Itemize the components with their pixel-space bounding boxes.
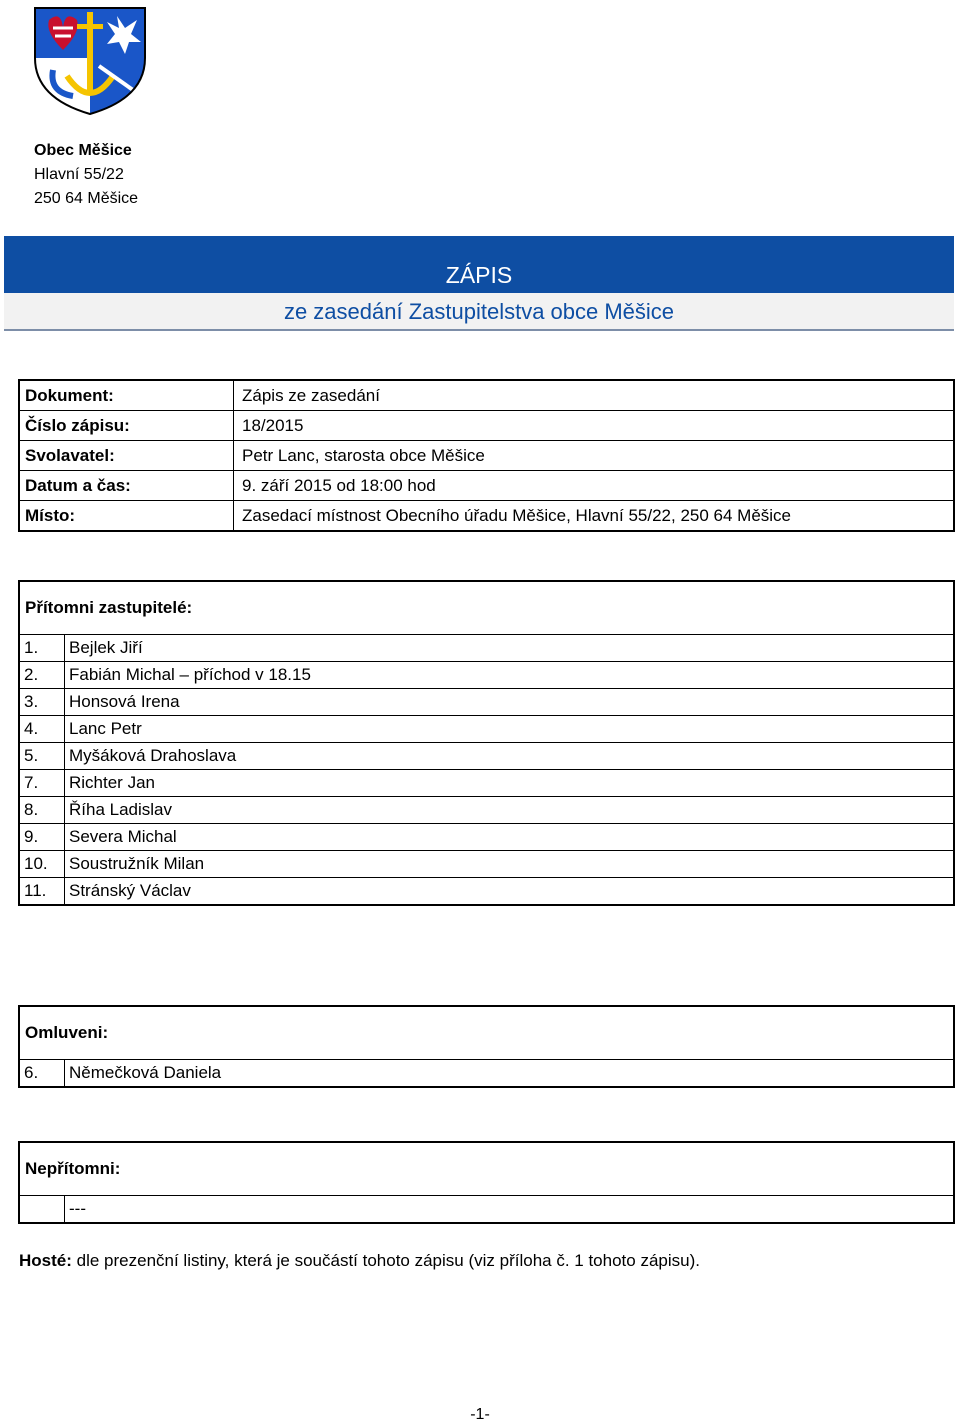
info-label: Svolavatel:: [19, 441, 234, 471]
info-value: Zasedací místnost Obecního úřadu Měšice, Hlavní 55/22, 250 64 Měšice: [242, 505, 792, 525]
member-number: [19, 1196, 65, 1224]
table-row: [19, 824, 954, 851]
info-label: Datum a čas:: [19, 471, 234, 501]
present-members-table: [18, 580, 955, 906]
table-row: [19, 770, 954, 797]
member-number: 6.: [19, 1060, 65, 1088]
org-street: Hlavní 55/22: [34, 166, 124, 183]
member-name: Myšáková Drahoslava: [65, 743, 955, 770]
member-name: ---: [65, 1196, 955, 1224]
member-name: Říha Ladislav: [65, 797, 955, 824]
absent-heading-row: [19, 1142, 954, 1196]
info-label: Místo:: [19, 501, 234, 532]
present-heading: Přítomni zastupitelé:: [25, 598, 193, 617]
coat-of-arms-icon: [33, 6, 147, 116]
sender-address: [34, 139, 138, 211]
member-name: Bejlek Jiří: [65, 635, 955, 662]
info-value: 9. září 2015 od 18:00 hod: [234, 471, 955, 501]
excused-heading-row: [19, 1006, 954, 1060]
table-row: [19, 662, 954, 689]
info-row: [19, 501, 954, 532]
table-row: [19, 635, 954, 662]
info-value: 18/2015: [234, 411, 955, 441]
table-row: [19, 716, 954, 743]
info-row: [19, 471, 954, 501]
table-row: [19, 851, 954, 878]
info-value: Petr Lanc, starosta obce Měšice: [234, 441, 955, 471]
info-label: Dokument:: [19, 380, 234, 411]
member-number: 11.: [19, 878, 65, 906]
document-subtitle: ze zasedání Zastupitelstva obce Měšice: [283, 299, 675, 324]
table-row: [19, 689, 954, 716]
table-row: [19, 878, 954, 906]
member-number: 10.: [19, 851, 65, 878]
guests-text: dle prezenční listiny, která je součástí tohoto zápisu (viz příloha č. 1 tohoto zápisu).: [71, 1251, 700, 1270]
info-row: [19, 441, 954, 471]
excused-heading: Omluveni:: [25, 1023, 109, 1042]
member-number: 8.: [19, 797, 65, 824]
info-row: [19, 380, 954, 411]
member-number: 3.: [19, 689, 65, 716]
member-name: Lanc Petr: [65, 716, 955, 743]
meeting-info-table: [18, 379, 955, 532]
info-label: Číslo zápisu:: [19, 411, 234, 441]
org-city: 250 64 Měšice: [34, 190, 139, 207]
info-value: Zápis ze zasedání: [234, 380, 955, 411]
member-name: Stránský Václav: [65, 878, 955, 906]
member-number: 9.: [19, 824, 65, 851]
table-row: [19, 1196, 954, 1224]
member-name: Richter Jan: [65, 770, 955, 797]
member-number: 7.: [19, 770, 65, 797]
info-row: [19, 411, 954, 441]
member-name: Soustružník Milan: [65, 851, 955, 878]
document-title: ZÁPIS: [445, 262, 513, 288]
org-name: Obec Měšice: [34, 142, 132, 159]
excused-members-table: [18, 1005, 955, 1088]
member-number: 5.: [19, 743, 65, 770]
absent-heading: Nepřítomni:: [25, 1159, 121, 1178]
member-number: 1.: [19, 635, 65, 662]
member-name: Severa Michal: [65, 824, 955, 851]
absent-members-table: [18, 1141, 955, 1224]
member-name: Honsová Irena: [65, 689, 955, 716]
member-name: Němečková Daniela: [65, 1060, 955, 1088]
member-number: 4.: [19, 716, 65, 743]
table-row: [19, 1060, 954, 1088]
guests-label: Hosté:: [19, 1251, 72, 1270]
guests-note: [19, 1251, 700, 1271]
member-name: Fabián Michal – příchod v 18.15: [65, 662, 955, 689]
member-number: 2.: [19, 662, 65, 689]
table-row: [19, 797, 954, 824]
page-number: -1-: [470, 1406, 490, 1423]
present-heading-row: [19, 581, 954, 635]
table-row: [19, 743, 954, 770]
